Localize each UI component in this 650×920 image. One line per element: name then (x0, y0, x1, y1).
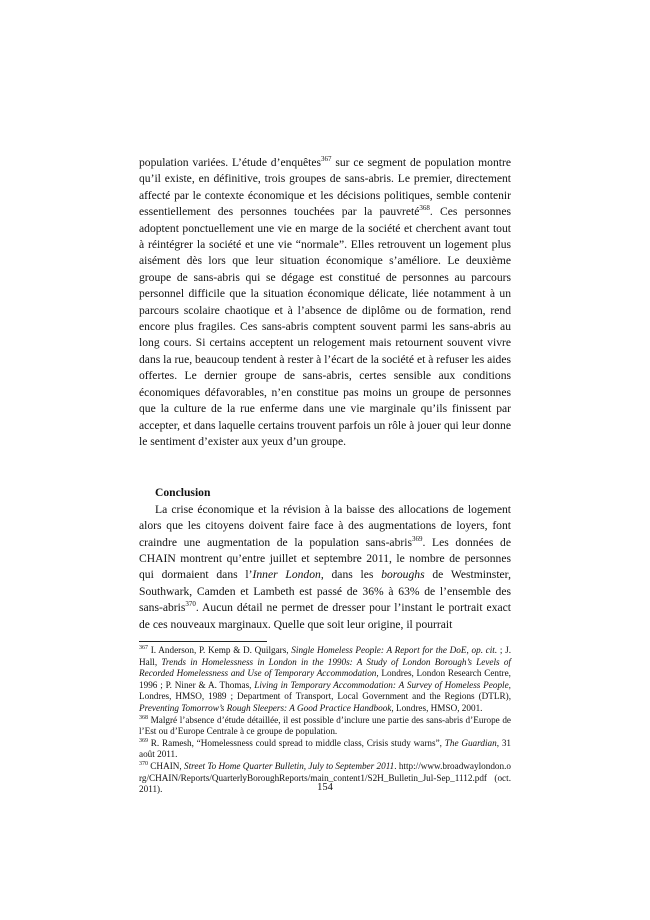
text-run: sur ce segment de population montre qu’il existe, en définitive, trois groupes de sans-abris. Le premier, directement affecté par le contexte économique et les décisions politiques, semble contenir essentiellement des personnes touchées par la pauvreté (139, 156, 511, 219)
text-run: , dans les (320, 568, 382, 582)
text-run: . http://www.broadwaylondon.org/CHAIN/Reports/QuarterlyBoroughReports/main_content1/S2H_Bulletin_Jul-Sep_1112.pdf (oct. 2011). (139, 760, 512, 795)
paragraph-homeless-groups (139, 155, 511, 450)
footnote-ref-369[interactable]: 369 (411, 534, 423, 543)
italic-term: boroughs (381, 568, 425, 582)
citation-title: op. cit. (471, 644, 498, 655)
text-run: , (466, 644, 472, 655)
footnote-number: 370 (139, 760, 148, 767)
italic-term: Inner London (252, 568, 321, 582)
text-run: Londres, HMSO, 2001. (393, 702, 483, 713)
footnote-369 (139, 738, 511, 761)
footnote-367 (139, 645, 511, 715)
text-run: La crise économique et la révision à la baisse des allocations de logement alors que les citoyens doivent faire face à des augmentations de loyers, font craindre une augmentation de la population sans-abris (139, 502, 511, 549)
citation-title: The Guardian (444, 737, 497, 748)
text-run: . Aucun détail ne permet de dresser pour l’instant le portrait exact de ces nouveaux marginaux. Quelle que soit leur origine, il pourrait (139, 601, 511, 631)
text-run: . Les données de CHAIN montrent qu’entre juillet et septembre 2011, le nombre de personnes qui dormaient dans l’ (139, 535, 511, 582)
footnote-separator (139, 641, 267, 642)
paragraph-conclusion (139, 502, 511, 633)
footnote-ref-370[interactable]: 370 (185, 600, 196, 609)
footnote-368 (139, 715, 511, 738)
footnote-ref-368[interactable]: 368 (419, 204, 430, 213)
page-content (139, 155, 511, 796)
text-run: ; J. Hall, (139, 644, 511, 667)
citation-title: Single Homeless People: A Report for the DoE (291, 644, 467, 655)
footnote-number: 369 (139, 737, 148, 744)
text-run: . Ces personnes adoptent ponctuellement une vie en marge de la société et cherchent avant tout à réintégrer la société et une vie “normale”. Elles retrouvent un logement plus aisément dès lors que leur situation économique s’améliore. Le deuxième groupe de sans-abris qui se dégage est constitué de personnes au parcours personnel difficile que la situation économique délicate, liée notamment à un parcours scolaire chaotique et à l’absence de diplôme ou de formation, rend encore plus fragiles. Ces sans-abris comptent souvent parmi les sans-abris au long cours. Si certains acceptent un relogement mais retournent souvent vivre dans la rue, beaucoup tendent à rester à l’écart de la société et à refuser les aides offertes. Le dernier groupe de sans-abris, certes sensible aux conditions économiques défavorables, n’en constitue pas moins un groupe de personnes que la culture de la rue enferme dans une vie marginale qu’ils finissent par accepter, et dans laquelle certains trouvent parfois un rôle à jouer qui leur donne le sentiment d’exister aux yeux d’un groupe. (139, 205, 512, 448)
conclusion-heading: Conclusion (155, 486, 211, 500)
text-run: CHAIN, (148, 760, 184, 771)
text-run: population variées. L’étude d’enquêtes (139, 156, 322, 169)
text-run: R. Ramesh, “Homelessness could spread to middle class, Crisis study warns”, (148, 737, 445, 748)
section-gap (139, 450, 511, 485)
footnotes (139, 645, 511, 796)
citation-title: Living in Temporary Accommodation: A Survey of Homeless People, (254, 679, 511, 690)
text-run: Malgré l’absence d’étude détaillée, il est possible d’inclure une partie des sans-abris d’Europe de l’Est ou d’Europe Centrale à ce groupe de population. (139, 714, 511, 737)
page-number: 154 (317, 782, 333, 793)
text-run: de Westminster, Southwark, Camden et Lambeth est passé de 36% à 63% de l’ensemble des sans-abris (139, 568, 511, 615)
footnote-number: 367 (139, 644, 148, 651)
text-run: I. Anderson, P. Kemp & D. Quilgars, (148, 644, 292, 655)
citation-title: Street To Home Quarter Bulletin, July to September 2011 (184, 760, 395, 771)
footnote-ref-367[interactable]: 367 (321, 155, 332, 163)
citation-title: Preventing Tomorrow’s Rough Sleepers: A Good Practice Handbook, (139, 702, 394, 713)
text-run: Londres, HMSO, 1989 ; Department of Transport, Local Government and the Regions (DTLR), (139, 691, 511, 702)
text-run: , 31 août 2011. (139, 737, 512, 760)
citation-title: Trends in Homelessness in London in the 1990s: A Study of London Borough’s Levels of Recorded Homelessness and Use of Temporary Accommodation, (139, 656, 511, 679)
text-run: Londres, London Research Centre, 1996 ; P. Niner & A. Thomas, (139, 668, 511, 690)
footnote-number: 368 (139, 714, 148, 721)
